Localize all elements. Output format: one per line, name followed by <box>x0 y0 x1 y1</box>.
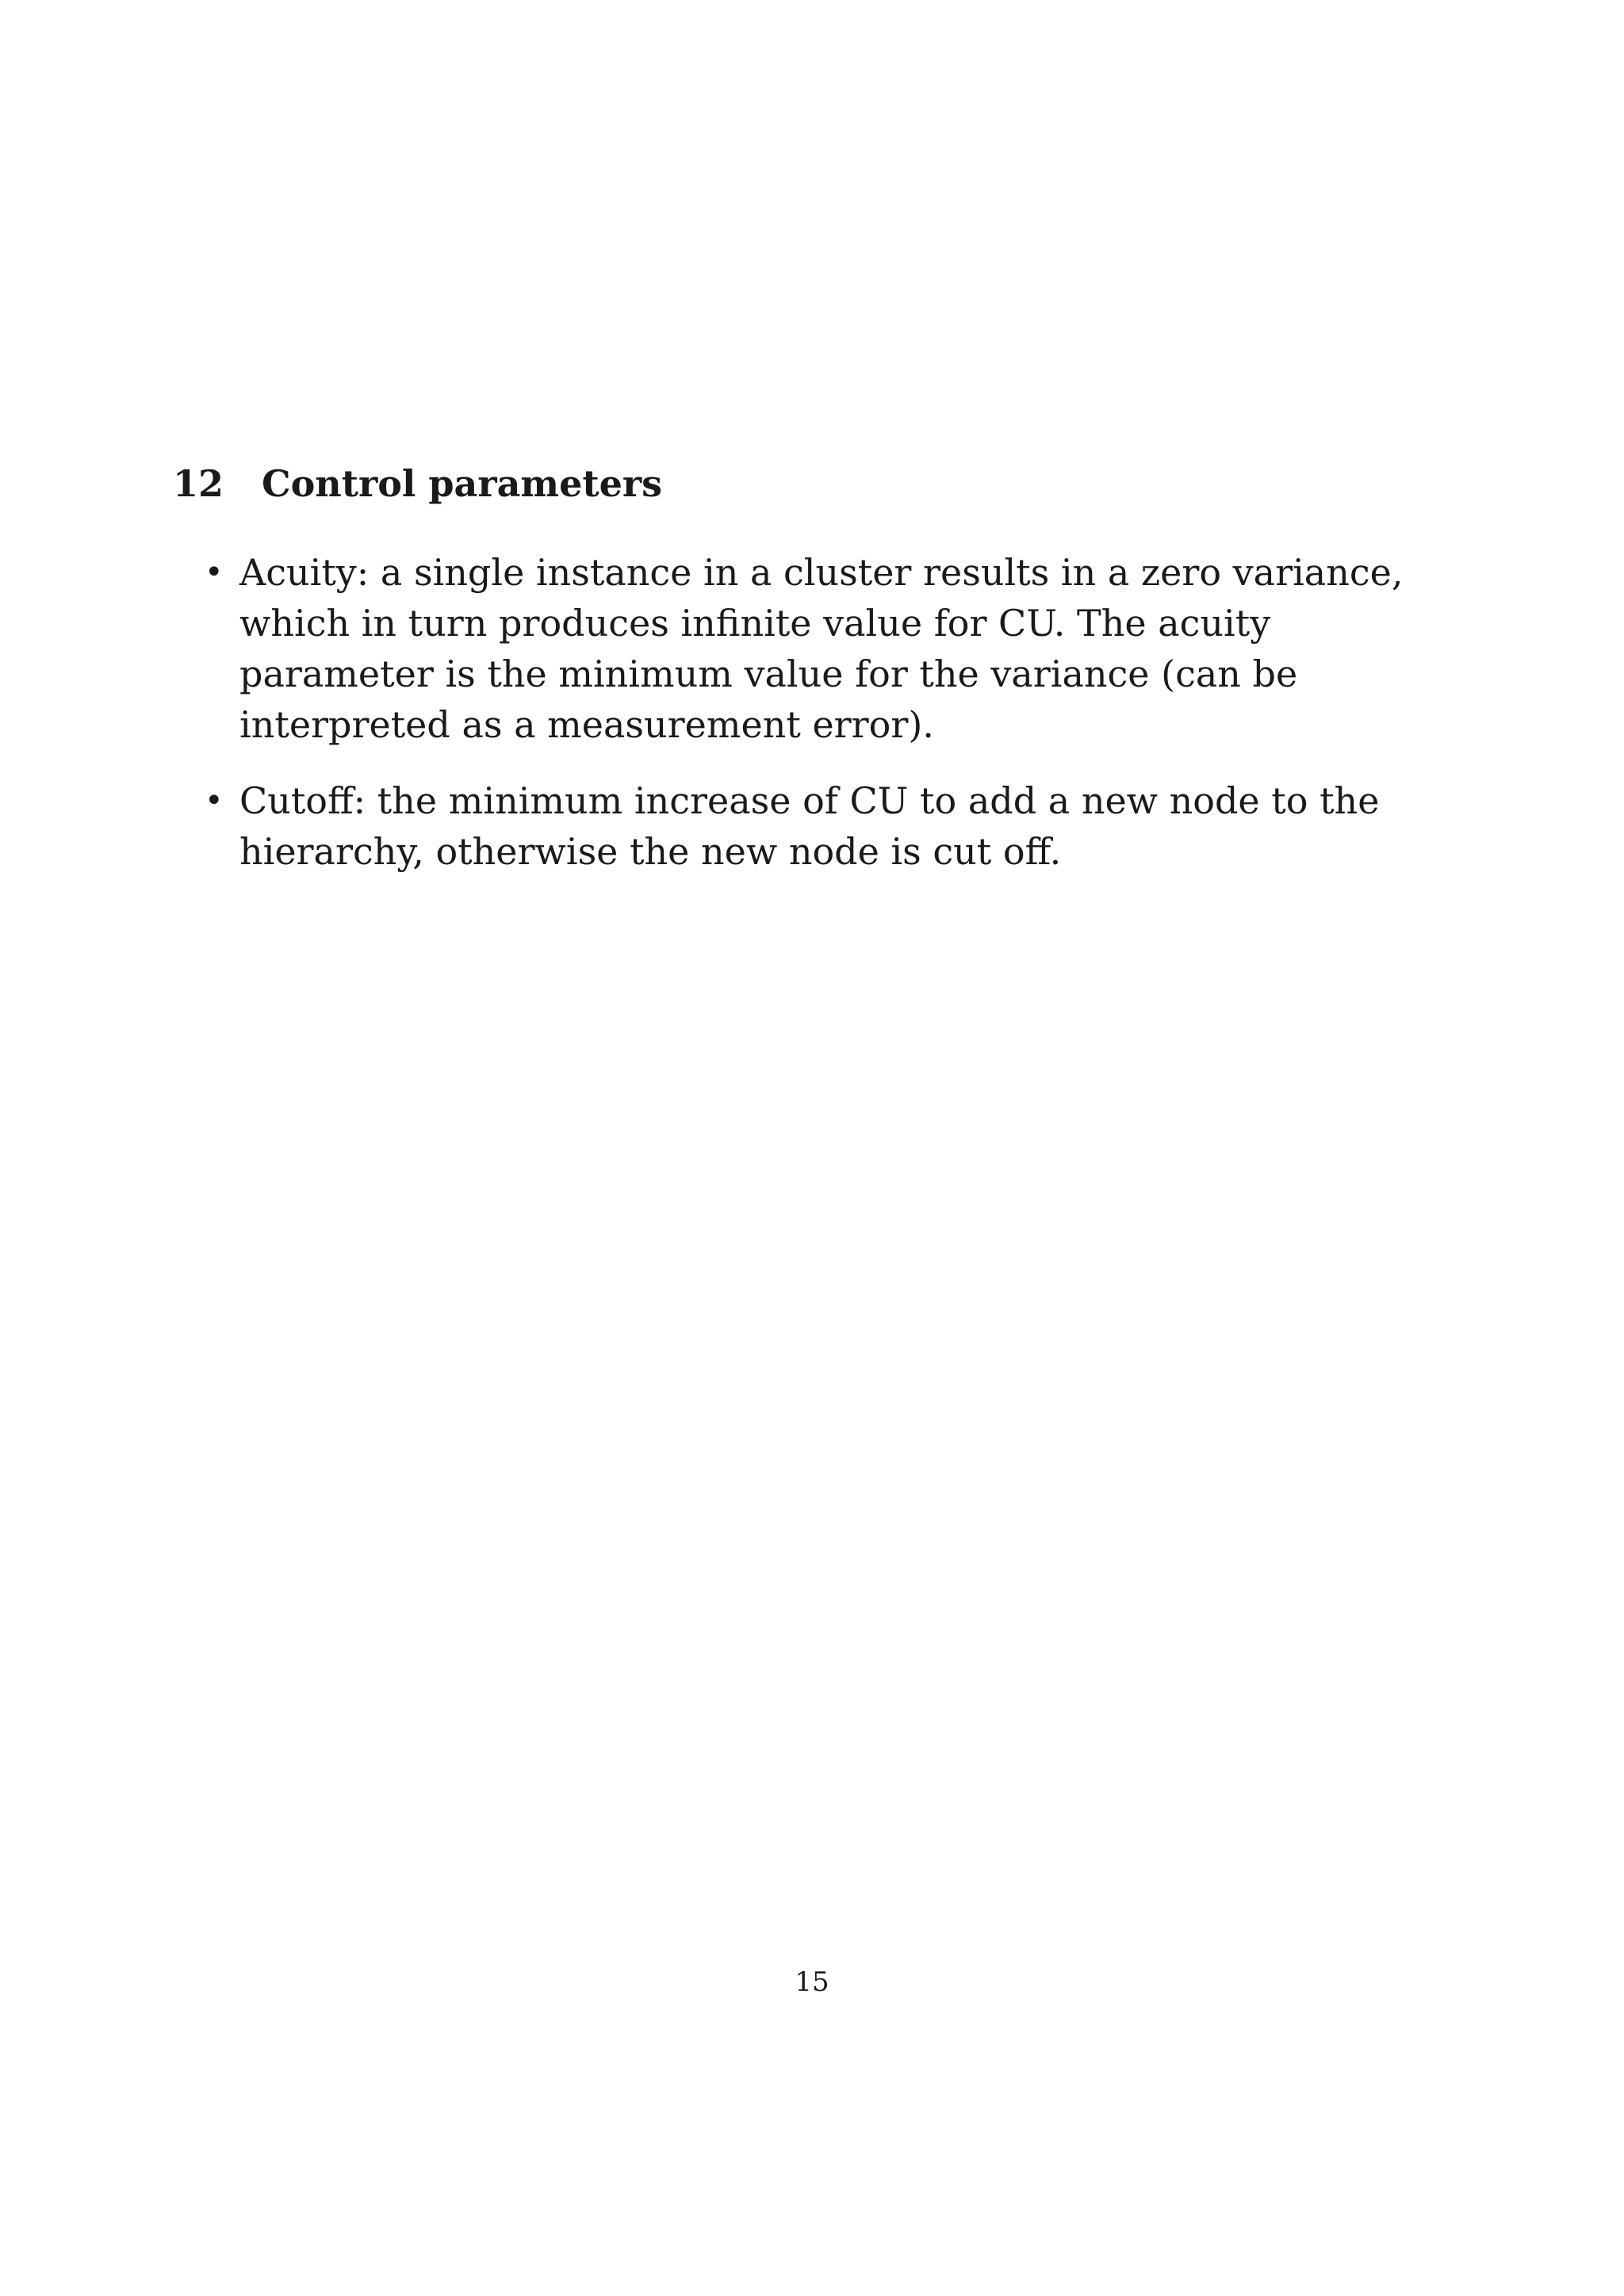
bullet-text-cutoff: Cutoff: the minimum increase of CU to add a new node to the hierarchy, otherwise the new node is cut off. <box>239 779 1380 873</box>
bullet-list <box>205 547 1465 902</box>
bullet-item-cutoff <box>205 775 1465 877</box>
page-number: 15 <box>795 1966 829 1998</box>
section-number: 12 <box>173 462 224 505</box>
bullet-icon: • <box>205 783 224 819</box>
bullet-icon: • <box>205 554 224 591</box>
section-title: Control parameters <box>262 462 662 505</box>
bullet-text-acuity: Acuity: a single instance in a cluster results in a zero variance, which in turn produces infinite value for CU. The acuity parameter is the minimum value for the variance (can be interpreted as a measurement error). <box>239 551 1404 746</box>
bullet-item-acuity <box>205 547 1465 750</box>
section-heading <box>173 460 662 507</box>
